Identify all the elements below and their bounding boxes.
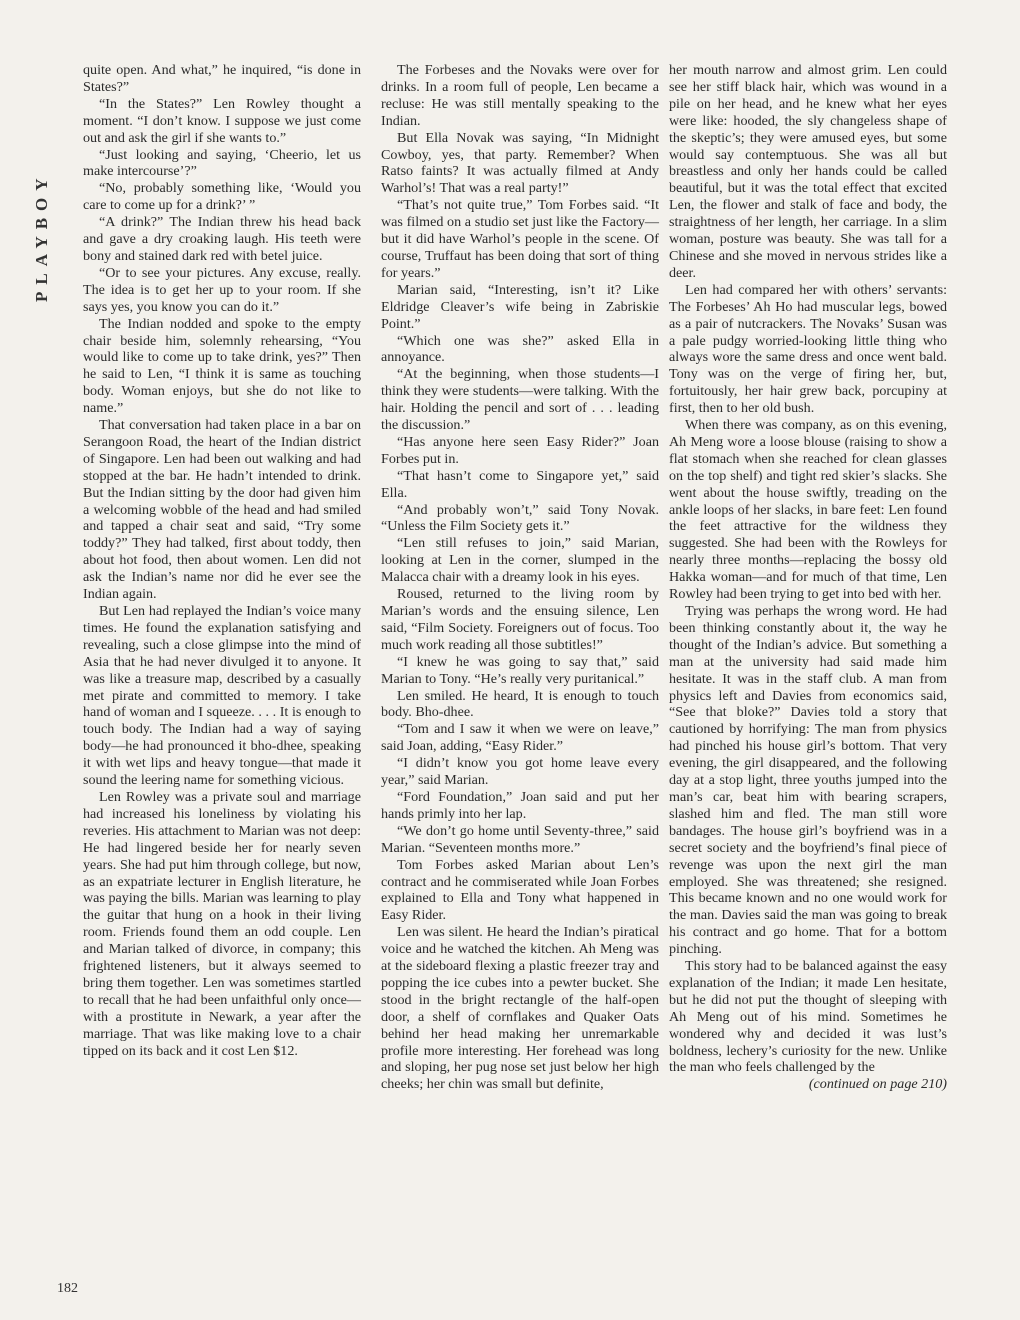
paragraph: The Forbeses and the Novaks were over for drinks. In a room full of people, Len became a recluse: He was still mentally speaking to the Indian.	[381, 62, 659, 129]
magazine-masthead	[22, 64, 62, 304]
column-2	[381, 62, 659, 1290]
paragraph: But Ella Novak was saying, “In Midnight Cowboy, yes, that party. Remember? When Ratso faints? It was actually filmed at Andy Warhol’s! That was a real party!”	[381, 129, 659, 197]
paragraph: Roused, returned to the living room by Marian’s words and the ensuing silence, Len said, “Film Society. Foreigners out of focus. Too much work reading all those subtitles!”	[381, 586, 659, 653]
paragraph: This story had to be balanced against the easy explanation of the Indian; it made Len hesitate, but he did not put the thought of sleeping with Ah Meng out of his mind. Sometimes he wondered why and decided it was lust’s boldness, lechery’s curiosity for the new. Unlike the man who feels challenged by the	[669, 958, 947, 1076]
paragraph: Len was silent. He heard the Indian’s piratical voice and he watched the kitchen. Ah Meng was at the sideboard flexing a plastic freezer tray and popping the ice cubes into a pewter bucket. She stood in the bright rectangle of the half-open door, a shelf of cornflakes and Quaker Oats behind her head making her unremarkable profile more interesting. Her forehead was long and sloping, her pug nose set just below her high cheeks; her chin was small but definite,	[381, 924, 659, 1093]
paragraph: “Has anyone here seen Easy Rider?” Joan Forbes put in.	[381, 433, 659, 467]
paragraph: her mouth narrow and almost grim. Len could see her stiff black hair, which was wound in a pile on her head, and he knew what her eyes were like: hooded, the sly changeless shape of the skeptic’s; they were amused eyes, but some would say contemptuous. She was all but breastless and only her hands could be called beautiful, but it was the total effect that excited Len, the flower and stalk of face and body, the straightness of her length, her carriage. In a slim woman, posture was beauty. She was tall for a Chinese and she moved in nervous strides like a deer.	[669, 62, 947, 281]
paragraph: But Len had replayed the Indian’s voice many times. He found the explanation satisfying and revealing, such a close glimpse into the mind of Asia that he had never divulged it to anyone. It was like a treasure map, described by a casually met pirate and committed to memory. I take hand of woman and I squeeze. . . . It is enough to touch body. The Indian had a way of saying body—he had pronounced it bho-dhee, speaking it with wet lips and heavy tongue—that made it sound the leering name for something vicious.	[83, 603, 361, 789]
paragraph: “Which one was she?” asked Ella in annoyance.	[381, 332, 659, 366]
paragraph: “We don’t go home until Seventy-three,” said Marian. “Seventeen months more.”	[381, 822, 659, 856]
paragraph: “That hasn’t come to Singapore yet,” said Ella.	[381, 467, 659, 501]
paragraph: Len smiled. He heard, It is enough to touch body. Bho-dhee.	[381, 687, 659, 721]
paragraph: “Ford Foundation,” Joan said and put her hands primly into her lap.	[381, 788, 659, 822]
paragraph: Marian said, “Interesting, isn’t it? Like Eldridge Cleaver’s wife being in Zabriskie Point.”	[381, 281, 659, 332]
page-number: 182	[57, 1281, 78, 1296]
paragraph: “Tom and I saw it when we were on leave,” said Joan, adding, “Easy Rider.”	[381, 721, 659, 755]
paragraph: Len Rowley was a private soul and marriage had increased his loneliness by violating his reveries. His attachment to Marian was not deep: He had lingered beside her for nearly seven years. She had put him through college, but now, as an expatriate lecturer in English literature, he was paying the bills. Marian was learning to play the guitar that hung on a hook in their living room. Friends found them an odd couple. Len and Marian talked of divorce, in company; this frightened listeners, but it always seemed to bring them together. Len was sometimes startled to recall that he had been unfaithful only once—with a prostitute in Newark, a year after the marriage. That was like making love to a chair tipped on its back and it cost Len $12.	[83, 788, 361, 1059]
paragraph: Trying was perhaps the wrong word. He had been thinking constantly about it, the way he thought of the Indian’s advice. But something a man at the university had said made him hesitate. It was in the staff club. A man from physics left and Davies from economics said, “See that bloke?” Davies told a story that cautioned by horrifying: The man from physics had pinched his house girl’s bottom. That very evening, the girl disappeared, and the following day at a stop light, three youths jumped into the man’s car, beat him with bearing scrapers, slashed him and fled. The man still wore bandages. The house girl’s boyfriend was in a secret society and the boyfriend’s final piece of revenge was upon the next girl the man employed. She was threatened; she resigned. This became known and no one would work for the man. Davies said the man was going to break his contract and go home. That for a bottom pinching.	[669, 603, 947, 958]
column-3	[669, 62, 947, 1290]
paragraph: “Just looking and saying, ‘Cheerio, let us make intercourse’?”	[83, 146, 361, 180]
paragraph: “A drink?” The Indian threw his head back and gave a dry croaking laugh. His teeth were bony and stained dark red with betel juice.	[83, 214, 361, 264]
paragraph: Len had compared her with others’ servants: The Forbeses’ Ah Ho had muscular legs, bowed as a pair of nutcrackers. The Novaks’ Susan was a pale pudgy worried-looking little thing who always wore the same dress and once went bald. Tony was on the verge of firing her, but, fortuitously, her hair grew back, porcupiny at first, then to her old bush.	[669, 281, 947, 417]
paragraph: quite open. And what,” he inquired, “is done in States?”	[83, 62, 361, 95]
paragraph: “I knew he was going to say that,” said Marian to Tony. “He’s really very puritanical.”	[381, 653, 659, 687]
paragraph: “In the States?” Len Rowley thought a moment. “I don’t know. I suppose we just come out and ask the girl if she wants to.”	[83, 95, 361, 146]
paragraph: “At the beginning, when those students—I think they were students—were talking. With the hair. Holding the pencil and sort of . . . leading the discussion.”	[381, 366, 659, 434]
paragraph: That conversation had taken place in a bar on Serangoon Road, the heart of the Indian district of Singapore. Len had been out walking and had stopped at the bar. He hadn’t intended to drink. But the Indian sitting by the door had given him a welcoming wobble of the head and had smiled and tapped a chair seat and said, “Try some toddy?” They had talked, first about toddy, then about hot food, then about women. Len did not ask the Indian’s name nor did he ever see the Indian again.	[83, 417, 361, 603]
paragraph: Tom Forbes asked Marian about Len’s contract and he commiserated while Joan Forbes explained to Ella and Tony what happened in Easy Rider.	[381, 856, 659, 924]
paragraph: “That’s not quite true,” Tom Forbes said. “It was filmed on a studio set just like the Factory—but it did have Warhol’s people in the scene. Of course, Truffaut has been doing that sort of thing for years.”	[381, 197, 659, 281]
paragraph: “And probably won’t,” said Tony Novak. “Unless the Film Society gets it.”	[381, 501, 659, 535]
paragraph: The Indian nodded and spoke to the empty chair beside him, solemnly rehearsing, “You would like to come up to take drink, yes?” Then he said to Len, “I think it is same as touching body. Woman enjoys, but she do not like to name.”	[83, 315, 361, 417]
paragraph: “Or to see your pictures. Any excuse, really. The idea is to get her up to your room. If she says yes, you know you can do it.”	[83, 264, 361, 315]
paragraph: “Len still refuses to join,” said Marian, looking at Len in the corner, slumped in the Malacca chair with a dreamy look in his eyes.	[381, 535, 659, 586]
paragraph: “I didn’t know you got home leave every year,” said Marian.	[381, 755, 659, 789]
paragraph: “No, probably something like, ‘Would you care to come up for a drink?’ ”	[83, 180, 361, 214]
column-1	[83, 62, 361, 1290]
masthead-text: PLAYBOY	[32, 171, 51, 302]
paragraph: When there was company, as on this evening, Ah Meng wore a loose blouse (raising to show a flat stomach when she reached for clean glasses on the top shelf) and tight red skier’s slacks. She went about the house swiftly, treading on the ankle loops of her slacks, in bare feet: Len found the feet attractive for the wildness they suggested. She had been with the Rowleys for nearly three months—replacing the bossy old Hakka woman—and for much of that time, Len Rowley had been trying to get into bed with her.	[669, 417, 947, 603]
continued-note: (continued on page 210)	[808, 1076, 947, 1093]
